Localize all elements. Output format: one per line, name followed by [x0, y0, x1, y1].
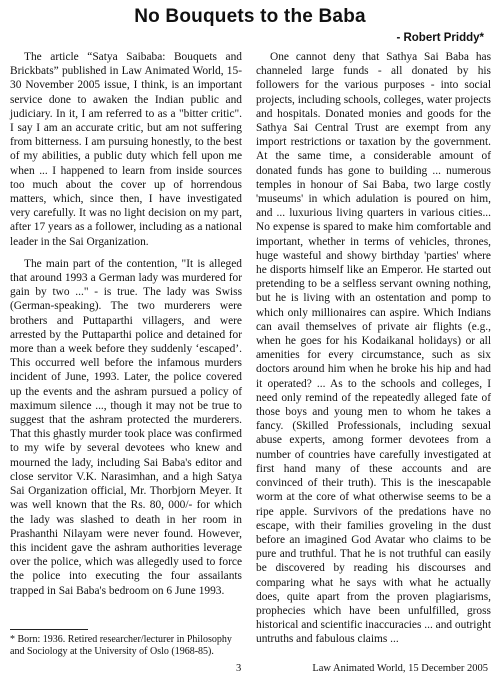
article-author: - Robert Priddy*	[396, 32, 484, 44]
page-number: 3	[236, 663, 242, 674]
article-title: No Bouquets to the Baba	[134, 6, 366, 27]
left-column	[10, 50, 242, 598]
publication-source: Law Animated World, 15 December 2005	[312, 663, 488, 674]
author-footnote: * Born: 1936. Retired researcher/lecturer in Philosophy and Sociology at the University of Oslo (1968-85).	[10, 634, 232, 658]
left-paragraph-1: The article “Satya Saibaba: Bouquets and Brickbats” published in Law Animated World, 15-30 November 2005 issue, I think, is an important service done to awaken the Indian public and judiciary. In it, I am referred to as a "bitter critic". I say I am an accurate critic, but am not suffering from bitterness. I am pursuing honestly, to the best of my abilities, a public duty which fell upon me when ... I happened to learn from inside sources too much about the cover up of horrendous matters, which, since then, I have investigated very carefully. It was no light decision on my part, after 17 years as a follower, including as a national leader in the Sai Organization.	[10, 51, 242, 248]
right-paragraph-1: One cannot deny that Sathya Sai Baba has channeled large funds - all donated by his followers for the various purposes - into social projects, including schools, colleges, water projects and hospitals. Donated monies and goods for the Sathya Sai Central Trust are exempt from any import restrictions or taxation by the government. At the same time, a considerable amount of donated funds has gone to building ... numerous temples in honour of Sai Baba, two large costly 'museums' in which adulation is poured on him, and ... luxurious living quarters in various cities... No expense is spared to make him comfortable and important, whether in terms of vehicles, thrones, huge wasteful and showy birthday 'parties' where he disports himself like an Emperor. He started out pretending to be a selfless servant owning nothing, but he is living with an ostentation and pomp to which only millionaires can aspire. Which Indians can avail themselves of private air flights (e.g., when he goes for his Kodaikanal holidays) or all amenities for every circumstance, such as six doctors around him when he broke his hip and had it operated? ... As to the schools and colleges, I need only remind of the repeatedly alleged fate of those boys and young men to whom he takes a fancy. (Skilled Professionals, including sexual abuse experts, among former devotees from a number of countries have carefully investigated at first hand many of these accounts and are convinced of their truth). This is the inescapable worm at the core of what otherwise seems to be a ripe apple. Survivors of the predations have no escape, with their families groveling in the dust before an imagined God Avatar who claims to be pure and truthful. That he is not truthful can easily be discovered by reading his discourses and comparing what he says with what he actually does, quite apart from the proven plagiarisms, prophecies which have been unfulfilled, gross historical and scientific inaccuracies ... and outright untruths and fabulous claims ...	[256, 51, 492, 646]
left-paragraph-2: The main part of the contention, "It is alleged that around 1993 a German lady was murdered for gain by two ..." - is true. The lady was Swiss (German-speaking). The two murderers were brothers and Puttaparthi villagers, and were arrested by the Puttaparthi police and detained for more than a week before they suddenly ‘escaped’. This occurred well before the infamous murders incident of June, 1993. Later, the police covered up the events and the ashram pursued a policy of maximum silence ..., though it may not be true to suggest that the ashram protected the murderers. That this ghastly murder took place was confirmed to my wife by several devotees who knew and mourned the lady, including Sai Baba's editor and close servitor V.K. Narasimhan, and a high Satya Sai Organization official, Mr. Thorbjorn Meyer. It was well known that the Rs. 80, 000/- for which the lady was slashed to death in her room in Prashanthi Nilayam were never found. However, this incident gave the ashram authorities leverage over the police, which was allegedly used to force the police into executing the four assailants trapped in Sai Baba's bedroom on 6 June 1993.	[10, 257, 242, 597]
right-column	[256, 50, 491, 647]
footnote-divider	[10, 629, 88, 630]
